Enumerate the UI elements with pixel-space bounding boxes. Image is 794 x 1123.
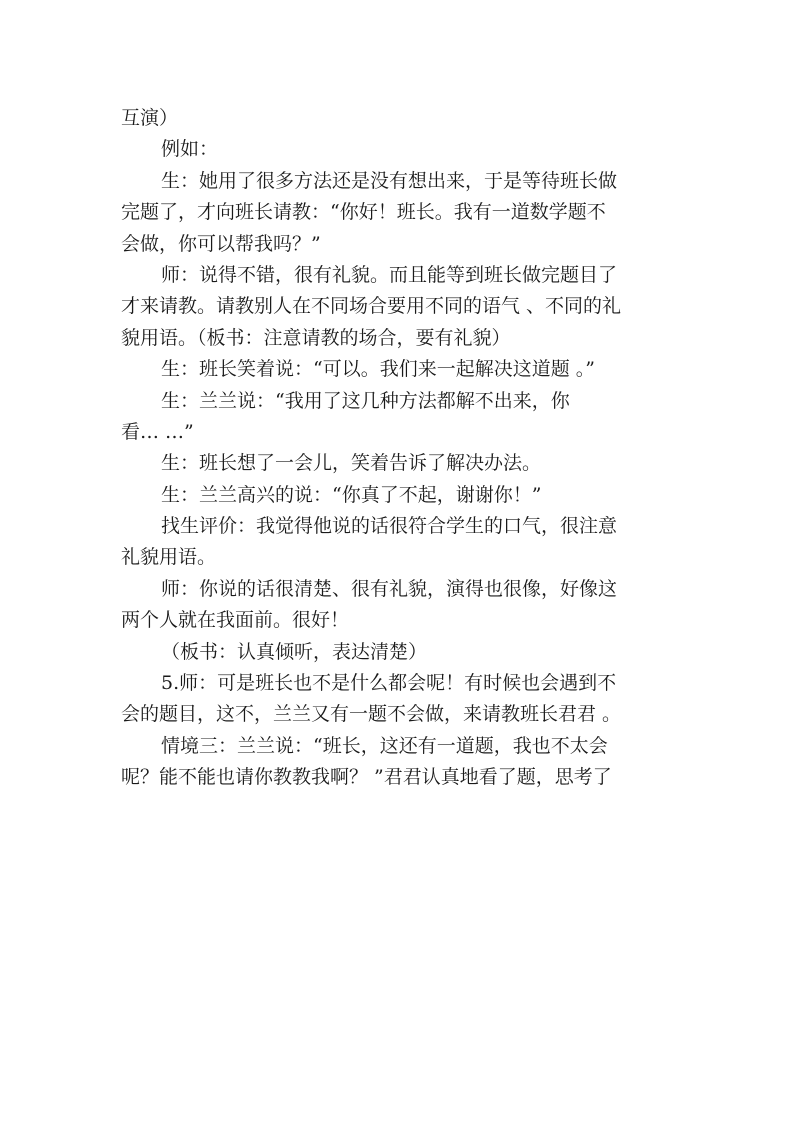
- text-line: 师：你说的话很清楚、很有礼貌，演得也很像，好像这: [161, 577, 618, 600]
- text-line: 生：兰兰高兴的说：“你真了不起，谢谢你！”: [161, 483, 542, 506]
- text-line: （板书：认真倾听，表达清楚）: [161, 640, 428, 663]
- text-line: 5.师：可是班长也不是什么都会呢！有时候也会遇到不: [161, 672, 617, 695]
- text-line: 会做，你可以帮我吗？”: [121, 232, 321, 255]
- text-line: 互演）: [121, 107, 179, 129]
- text-line: 完题了，才向班长请教：“你好！班长。我有一道数学题不: [121, 201, 606, 224]
- text-line: 师：说得不错，很有礼貌。而且能等到班长做完题目了: [161, 263, 618, 286]
- text-line: 例如：: [161, 138, 219, 161]
- text-line: 情境三：兰兰说：“班长，这还有一道题，我也不太会: [161, 734, 608, 757]
- text-line: 生：班长想了一会儿，笑着告诉了解决办法。: [161, 452, 542, 475]
- text-line: 生：兰兰说：“我用了这几种方法都解不出来，你: [161, 389, 570, 412]
- text-line: 礼貌用语。: [121, 546, 217, 569]
- text-line: 生：她用了很多方法还是没有想出来，于是等待班长做: [161, 169, 618, 192]
- text-line: 才来请教。请教别人在不同场合要用不同的语气 、不同的礼: [121, 295, 622, 318]
- text-line: 呢？能不能也请你教教我啊？ ”君君认真地看了题，思考了: [121, 766, 612, 789]
- text-line: 看… …”: [121, 420, 194, 443]
- text-line: 貌用语。（板书：注意请教的场合，要有礼貌）: [121, 326, 511, 349]
- text-line: 两个人就在我面前。很好！: [121, 609, 350, 632]
- document-body: [121, 103, 677, 794]
- text-line: 找生评价：我觉得他说的话很符合学生的口气，很注意: [161, 515, 618, 538]
- text-line: 生：班长笑着说：“可以。我们来一起解决这道题 。”: [161, 358, 595, 381]
- text-line: 会的题目，这不，兰兰又有一题不会做，来请教班长君君 。: [121, 703, 622, 726]
